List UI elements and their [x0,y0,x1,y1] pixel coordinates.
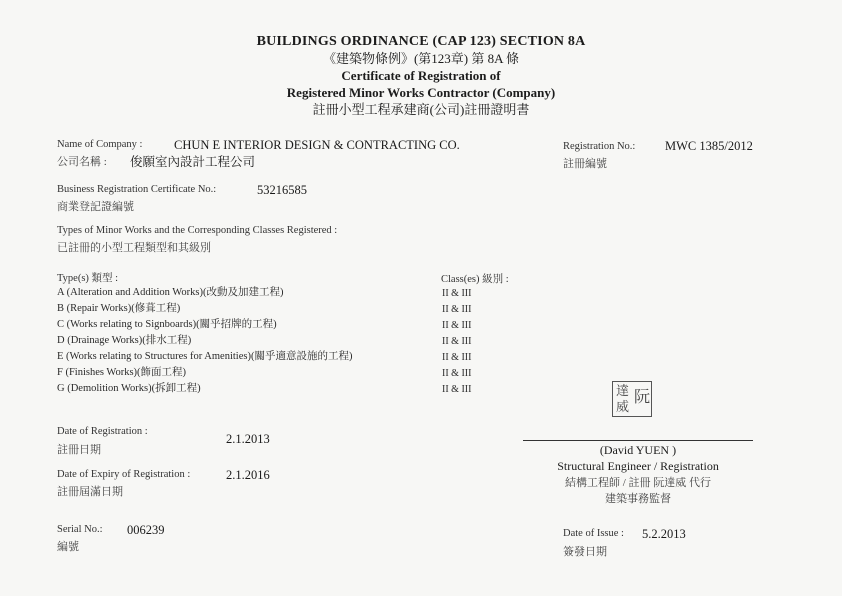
ordinance-title-zh: 《建築物條例》(第123章) 第 8A 條 [322,51,520,66]
contractor-title: Registered Minor Works Contractor (Company) [286,85,556,100]
works-class-list [442,286,471,398]
reg-date-value: 2.1.2013 [226,432,270,446]
seal-char-2: 阮 [634,389,651,406]
work-type-d: D (Drainage Works)(排水工程) [57,335,192,346]
reg-date-label: Date of Registration : [57,426,148,437]
serial-label: Serial No.: [57,524,103,535]
work-class-f: II & III [442,368,472,379]
work-type-g: G (Demolition Works)(拆卸工程) [57,383,201,394]
types-heading-zh: 已註冊的小型工程類型和其級別 [57,242,211,254]
business-reg-label: Business Registration Certificate No.: [57,184,217,195]
signatory-title-zh: 結構工程師 / 註冊 阮達威 代行 [564,477,712,489]
business-reg-number: 53216585 [257,183,307,197]
class-header: Class(es) 級別 : [441,274,509,285]
work-type-a: A (Alteration and Addition Works)(改動及加建工程) [57,287,284,298]
works-type-list [57,285,352,397]
issue-date-label-zh: 簽發日期 [563,546,607,558]
expiry-date-value: 2.1.2016 [226,468,270,482]
work-type-b: B (Repair Works)(修葺工程) [57,303,181,314]
signatory-name: (David YUEN ) [599,443,677,457]
registration-label-zh: 註冊編號 [563,158,607,170]
certificate-title: Certificate of Registration of [341,68,501,83]
work-class-a: II & III [442,288,472,299]
contractor-title-zh: 註冊小型工程承建商(公司)註冊證明書 [312,102,530,117]
work-class-g: II & III [442,384,472,395]
seal-char-3: 威 [616,399,630,414]
expiry-date-label: Date of Expiry of Registration : [57,469,191,480]
ordinance-title: BUILDINGS ORDINANCE (CAP 123) SECTION 8A [256,34,586,49]
work-class-b: II & III [442,304,472,315]
serial-value: 006239 [127,523,165,537]
work-class-e: II & III [442,352,472,363]
work-class-d: II & III [442,336,472,347]
work-type-e: E (Works relating to Structures for Amenities)(關乎適意設施的工程) [57,351,353,362]
issue-date-value: 5.2.2013 [642,527,686,541]
certificate-header [0,33,842,118]
registration-label: Registration No.: [563,141,636,152]
official-seal [612,381,652,417]
company-label-zh: 公司名稱 : [57,156,107,168]
work-type-f: F (Finishes Works)(飾面工程) [57,367,187,378]
seal-char-1: 達 [616,383,630,398]
signature-line [523,440,753,441]
company-label: Name of Company : [57,139,143,150]
serial-label-zh: 編號 [57,541,79,553]
issue-date-label: Date of Issue : [563,528,624,539]
company-name: CHUN E INTERIOR DESIGN & CONTRACTING CO. [174,138,460,152]
company-name-zh: 俊願室內設計工程公司 [130,155,256,169]
type-header: Type(s) 類型 : [57,273,119,284]
reg-date-label-zh: 註冊日期 [57,444,101,456]
work-class-c: II & III [442,320,472,331]
business-reg-label-zh: 商業登記證編號 [57,201,134,213]
work-type-c: C (Works relating to Signboards)(關乎招牌的工程) [57,319,277,330]
registration-number: MWC 1385/2012 [665,139,753,153]
signatory-title: Structural Engineer / Registration [557,459,719,473]
signatory-dept-zh: 建築事務監督 [605,493,671,505]
types-heading: Types of Minor Works and the Corresponding Classes Registered : [57,225,338,236]
expiry-date-label-zh: 註冊屆滿日期 [57,486,123,498]
